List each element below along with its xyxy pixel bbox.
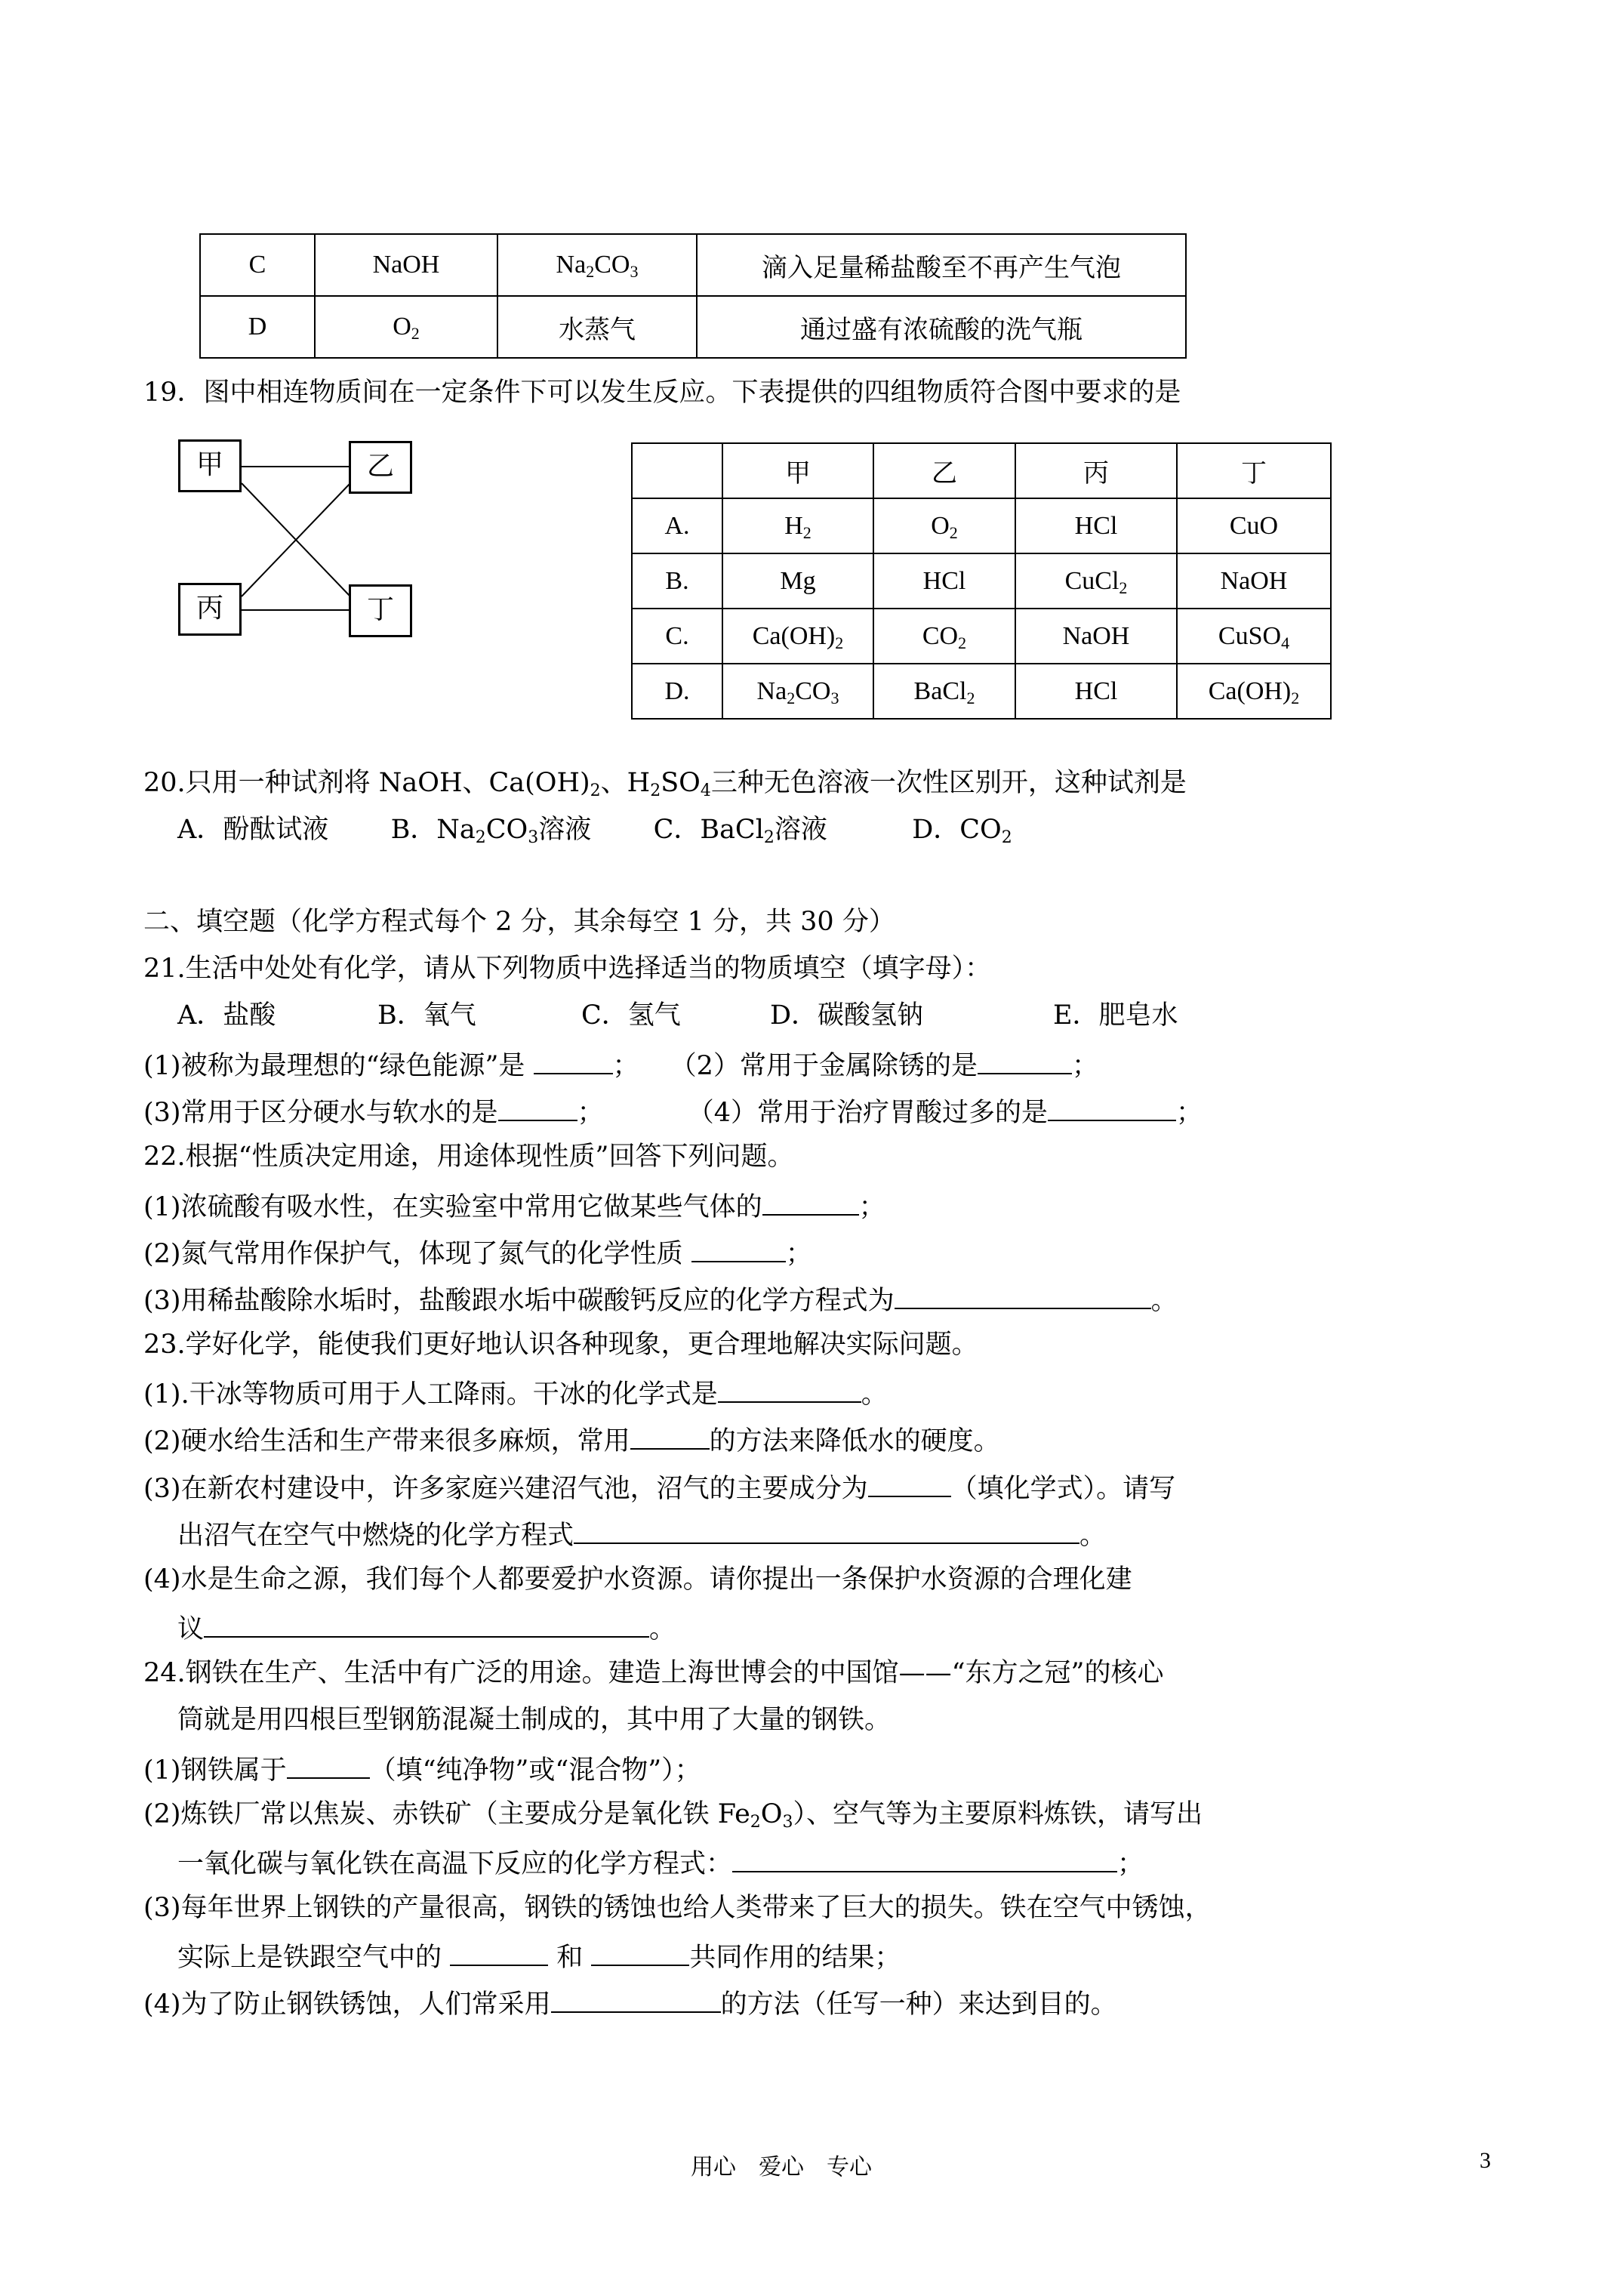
answer-blank[interactable] [762,1185,859,1216]
answer-blank[interactable] [204,1607,649,1638]
header-cell: 乙 [873,443,1015,498]
q23-line5: (4)水是生命之源，我们每个人都要爱护水资源。请你提出一条保护水资源的合理化建 [143,1564,1132,1595]
table-header-row [632,443,1331,498]
answer-blank[interactable] [574,1514,1079,1544]
q22-line2: (2)氮气常用作保护气，体现了氮气的化学性质 ； [143,1232,812,1273]
answer-blank[interactable] [534,1044,613,1074]
answer-blank[interactable] [287,1749,370,1779]
q21-line2: (3)常用于区分硬水与软水的是 ； （4）常用于治疗胃酸过多的是 ； [143,1091,1203,1132]
cell: $Na_2CO_3$ [722,664,873,719]
q24-line6: (4)为了防止钢铁锈蚀，人们常采用 的方法（任写一种）来达到目的。 [143,1983,1117,2023]
table-row [632,553,1331,609]
option-b: B．$Na_2CO_3$溶液 [390,815,592,847]
substance-cell: $O_2$ [315,296,497,358]
cell: HCl [873,553,1015,609]
footer-slogan: 用心 爱心 专心 [691,2154,872,2180]
option: E．肥皂水 [1053,1000,1178,1031]
q24-line3: 一氧化碳与氧化铁在高温下反应的化学方程式： ； [177,1842,1144,1883]
separation-table [199,233,1187,359]
q24-line5: 实际上是铁跟空气中的 和 共同作用的结果； [177,1936,901,1977]
diagram-box-bing: 丙 [178,583,242,636]
q24-stem: 24.钢铁在生产、生活中有广泛的用途。建造上海世博会的中国馆——“东方之冠”的核心 [143,1658,1164,1688]
q22-stem: 22.根据“性质决定用途，用途体现性质”回答下列问题。 [143,1142,794,1172]
option-c: C．BaCl$_2$溶液 [653,815,827,847]
header-cell: 丁 [1177,443,1331,498]
answer-blank[interactable] [978,1044,1072,1074]
table-row [632,664,1331,719]
answer-blank[interactable] [1048,1091,1176,1121]
row-label: A. [632,498,722,553]
q23-line3: (3)在新农村建设中，许多家庭兴建沼气池，沼气的主要成分为 （填化学式）。请写 [143,1467,1175,1508]
q24-line4: (3)每年世界上钢铁的产量很高，钢铁的锈蚀也给人类带来了巨大的损失。铁在空气中锈蚀， [143,1893,1212,1923]
method-cell: 通过盛有浓硫酸的洗气瓶 [697,296,1186,358]
impurity-cell: 水蒸气 [497,296,697,358]
cell: NaOH [1015,609,1177,664]
header-cell: 丙 [1015,443,1177,498]
q24-stem-cont: 筒就是用四根巨型钢筋混凝土制成的，其中用了大量的钢铁。 [177,1705,892,1735]
q22-line3: (3)用稀盐酸除水垢时，盐酸跟水垢中碳酸钙反应的化学方程式为 。 [143,1279,1178,1320]
answer-blank[interactable] [591,1936,689,1966]
answer-blank[interactable] [551,1983,721,2013]
q20-stem: 20.只用一种试剂将 NaOH、$Ca(OH)_2$、$H_2SO_4$三种无色溶液一次性区别开，这种试剂是 [143,768,1187,800]
cell: $Ca(OH)_2$ [722,609,873,664]
row-label: D [200,296,315,358]
diagram-box-ding: 丁 [349,584,412,637]
cell: $Ca(OH)_2$ [1177,664,1331,719]
cell: Mg [722,553,873,609]
table-row [632,609,1331,664]
option: C．氢气 [581,1000,681,1031]
q20-options [177,811,1012,849]
q22-line1: (1)浓硫酸有吸水性，在实验室中常用它做某些气体的 ； [143,1185,885,1226]
q23-line4: 出沼气在空气中燃烧的化学方程式 。 [177,1514,1106,1555]
table-row [200,234,1186,296]
q23-line6: 议 。 [177,1607,676,1648]
q19-stem: 19．图中相连物质间在一定条件下可以发生反应。下表提供的四组物质符合图中要求的是 [143,378,1181,408]
q23-line1: (1).干冰等物质可用于人工降雨。干冰的化学式是 。 [143,1373,888,1413]
header-cell: 甲 [722,443,873,498]
row-label: C [200,234,315,296]
row-label: B. [632,553,722,609]
cell: CuO [1177,498,1331,553]
cell: $H_2$ [722,498,873,553]
cell: HCl [1015,498,1177,553]
q19-options-table [631,442,1332,720]
cell: CuCl$_2$ [1015,553,1177,609]
answer-blank[interactable] [450,1936,548,1966]
page-number: 3 [1480,2148,1491,2173]
cell: CuSO$_4$ [1177,609,1331,664]
answer-blank[interactable] [718,1373,861,1403]
reaction-diagram [178,438,420,642]
q23-line2: (2)硬水给生活和生产带来很多麻烦，常用 的方法来降低水的硬度。 [143,1419,1000,1460]
option: B．氧气 [377,1000,476,1031]
q24-line2: (2)炼铁厂常以焦炭、赤铁矿（主要成分是氧化铁 $Fe_2O_3$）、空气等为主要原料炼铁，请写出 [143,1799,1203,1832]
substance-cell: NaOH [315,234,497,296]
option-d: D．$CO_2$ [912,815,1012,847]
table-row [632,498,1331,553]
cell: $CO_2$ [873,609,1015,664]
answer-blank[interactable] [732,1842,1117,1872]
q23-stem: 23.学好化学，能使我们更好地认识各种现象，更合理地解决实际问题。 [143,1330,978,1360]
row-label: C. [632,609,722,664]
diagram-box-jia: 甲 [178,439,242,492]
cell: $O_2$ [873,498,1015,553]
q24-line1: (1)钢铁属于 （填“纯净物”或“混合物”）； [143,1749,701,1789]
row-label: D. [632,664,722,719]
q21-stem: 21.生活中处处有化学，请从下列物质中选择适当的物质填空（填字母）： [143,954,992,984]
diagram-box-yi: 乙 [349,441,412,494]
answer-blank[interactable] [498,1091,577,1121]
answer-blank[interactable] [868,1467,951,1497]
answer-blank[interactable] [630,1419,710,1450]
answer-blank[interactable] [691,1232,786,1262]
impurity-cell: $Na_2CO_3$ [497,234,697,296]
method-cell: 滴入足量稀盐酸至不再产生气泡 [697,234,1186,296]
q21-options [177,997,1310,1034]
option-a: A．酚酞试液 [177,815,329,845]
cell: BaCl$_2$ [873,664,1015,719]
header-cell [632,443,722,498]
cell: NaOH [1177,553,1331,609]
table-row [200,296,1186,358]
answer-blank[interactable] [895,1279,1151,1309]
option: A．盐酸 [177,1000,276,1031]
section-heading: 二、填空题（化学方程式每个 2 分，其余每空 1 分，共 30 分） [143,907,895,937]
cell: HCl [1015,664,1177,719]
q21-line1: (1)被称为最理想的“绿色能源”是 ； （2）常用于金属除锈的是 ； [143,1044,1098,1085]
option: D．碳酸氢钠 [770,1000,924,1031]
